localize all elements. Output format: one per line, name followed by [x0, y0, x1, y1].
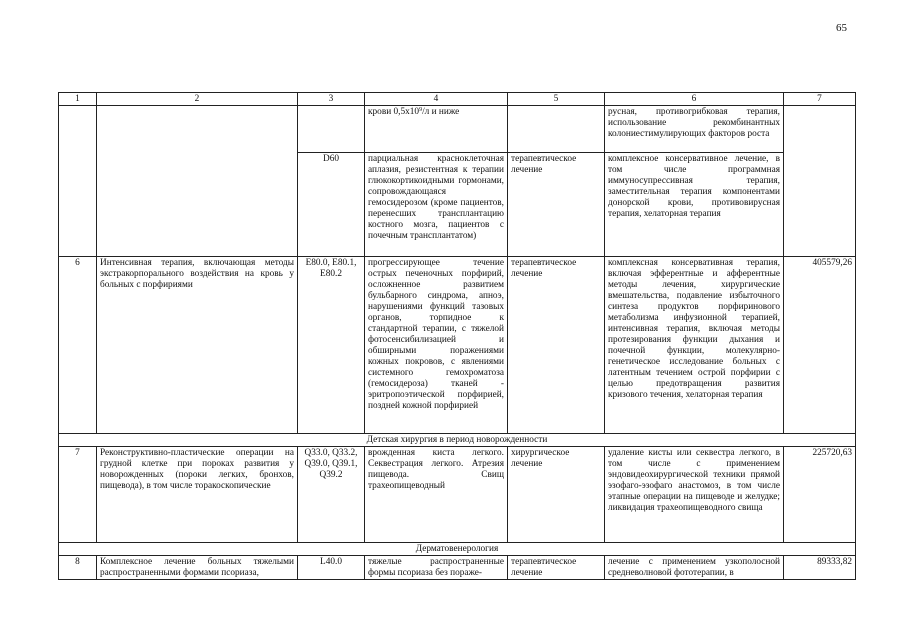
disease-cell: тяжелые распространенные формы псориаза без пораже-: [365, 555, 508, 579]
intervention-name-cell: Комплексное лечение больных тяжелыми распространенными формами псориаза,: [97, 555, 298, 579]
method-cell: удаление кисты или секвестра легкого, в том числе с применением эндовидеохирургической техники прямой эзофаго-эзофаго анастомоз, в том числе этапные операции на пищеводе и желудке; ликвидация трахеопищеводного свища: [605, 446, 784, 542]
icd-code-cell: L40.0: [298, 555, 365, 579]
column-number: 4: [365, 93, 508, 106]
method-cell: комплексное консервативное лечение, в том числе программная иммуносупрессивная терапия, заместительная терапия компонентами донорской крови, противовирусная терапия, хелаторная терапия: [605, 152, 784, 256]
section-title: Дерматовенерология: [59, 542, 856, 555]
section-title: Детская хирургия в период новорожденности: [59, 433, 856, 446]
column-number: 6: [605, 93, 784, 106]
icd-code-cell: Q33.0, Q33.2, Q39.0, Q39.1, Q39.2: [298, 446, 365, 542]
column-number-row: [59, 93, 856, 106]
cost-cell: [784, 105, 856, 256]
treatment-type-cell: [508, 105, 605, 152]
treatment-type-cell: терапевтическое лечение: [508, 555, 605, 579]
treatment-type-cell: хирургическое лечение: [508, 446, 605, 542]
section-row: [59, 542, 856, 555]
column-number: 1: [59, 93, 97, 106]
row-number-cell: 6: [59, 256, 97, 433]
disease-text: крови 0,5x10: [368, 106, 420, 117]
table-row: [59, 256, 856, 433]
column-number: 7: [784, 93, 856, 106]
method-cell: комплексная консервативная терапия, включая эфферентные и афферентные методы лечения, хирургические вмешательства, подавление избыточного синтеза продуктов порфиринового метаболизма инфузионной терапией, интенсивная терапия, включая методы протезирования функции дыхания и почечной функции, молекулярно-генетическое исследование больных с латентным течением острой порфирии с целью предотвращения развития кризового течения, хелаторная терапия: [605, 256, 784, 433]
cost-cell: 225720,63: [784, 446, 856, 542]
intervention-name-cell: Реконструктивно-пластические операции на грудной клетке при пороках развития у новорожденных (пороки легких, бронхов, пищевода), в том числе торакоскопические: [97, 446, 298, 542]
icd-code-cell: [298, 105, 365, 152]
section-row: [59, 433, 856, 446]
disease-cell: [365, 105, 508, 152]
treatment-type-cell: терапевтическое лечение: [508, 256, 605, 433]
treatment-type-cell: терапевтическое лечение: [508, 152, 605, 256]
cost-cell: 405579,26: [784, 256, 856, 433]
disease-text-tail: /л и ниже: [422, 106, 460, 117]
intervention-name-cell: [97, 105, 298, 256]
table-row: [59, 105, 856, 152]
column-number: 2: [97, 93, 298, 106]
table-row: [59, 446, 856, 542]
cost-cell: 89333,82: [784, 555, 856, 579]
disease-cell: врожденная киста легкого. Секвестрация легкого. Атрезия пищевода. Свищ трахеопищеводный: [365, 446, 508, 542]
disease-cell: парциальная красноклеточная аплазия, резистентная к терапии глюкокортикоидными гормонами, сопровождающаяся гемосидерозом (кроме пациентов, перенесших трансплантацию костного мозга, пациентов с почечным трансплантатом): [365, 152, 508, 256]
row-number-cell: 7: [59, 446, 97, 542]
row-number-cell: [59, 105, 97, 256]
page-number: 65: [836, 22, 847, 34]
column-number: 3: [298, 93, 365, 106]
table-row: [59, 555, 856, 579]
treatment-table: [58, 92, 856, 580]
method-cell: лечение с применением узкополосной средневолновой фототерапии, в: [605, 555, 784, 579]
intervention-name-cell: Интенсивная терапия, включающая методы экстракорпорального воздействия на кровь у больных с порфириями: [97, 256, 298, 433]
superscript: 9: [419, 106, 423, 113]
disease-cell: прогрессирующее течение острых печеночных порфирий, осложненное развитием бульбарного синдрома, апноэ, нарушениями функций тазовых органов, торпидное к стандартной терапии, с тяжелой фотосенсибилизацией и обширными поражениями кожных покровов, с явлениями системного гемохроматоза (гемосидероза) тканей - эритропоэтической порфирией, поздней кожной порфирией: [365, 256, 508, 433]
method-cell: русная, противогрибковая терапия, использование рекомбинантных колониестимулирующих факторов роста: [605, 105, 784, 152]
column-number: 5: [508, 93, 605, 106]
icd-code-cell: E80.0, E80.1, E80.2: [298, 256, 365, 433]
row-number-cell: 8: [59, 555, 97, 579]
icd-code-cell: D60: [298, 152, 365, 256]
